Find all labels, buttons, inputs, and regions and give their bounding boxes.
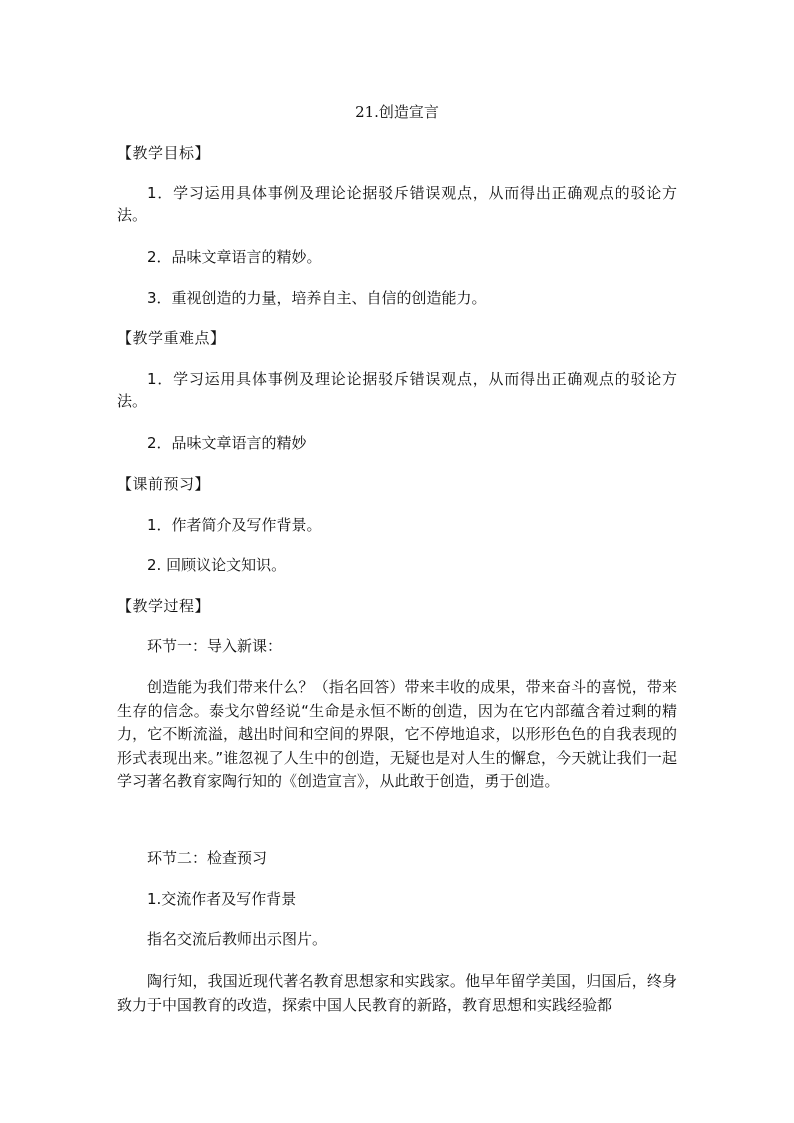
- preview-item-2: 2. 回顾议论文知识。: [147, 556, 287, 574]
- preview-item-1: 1．作者简介及写作背景。: [147, 516, 322, 534]
- process-heading: 【教学过程】: [117, 597, 211, 615]
- key-point-1: 1．学习运用具体事例及理论论据驳斥错误观点，从而得出正确观点的驳论方法。: [117, 370, 677, 410]
- step-2-label: 环节二：检查预习: [147, 849, 268, 867]
- goal-item-1: 1．学习运用具体事例及理论论据驳斥错误观点，从而得出正确观点的驳论方法。: [117, 184, 677, 224]
- preview-heading: 【课前预习】: [117, 475, 211, 493]
- key-point-2: 2．品味文章语言的精妙: [147, 434, 307, 452]
- key-points-heading: 【教学重难点】: [117, 329, 226, 347]
- check-item-1-text: 指名交流后教师出示图片。: [147, 930, 328, 948]
- intro-paragraph: 创造能为我们带来什么？（指名回答）带来丰收的成果，带来奋斗的喜悦，带来生存的信念。泰戈尔曾经说“生命是永恒不断的创造，因为在它内部蕴含着过剩的精力，它不断流溢，越出时间和空间的界限，它不停地追求，以形形色色的自我表现的形式表现出来。”谁忽视了人生中的创造，无疑也是对人生的懈怠，今天就让我们一起学习著名教育家陶行知的《创造宣言》，从此敢于创造，勇于创造。: [117, 678, 677, 790]
- step-1-label: 环节一：导入新课：: [147, 637, 283, 655]
- check-item-1: 1.交流作者及写作背景: [147, 890, 297, 908]
- author-paragraph: 陶行知，我国近现代著名教育思想家和实践家。他早年留学美国，归国后，终身致力于中国教育的改造，探索中国人民教育的新路，教育思想和实践经验都: [117, 972, 677, 1014]
- goals-heading: 【教学目标】: [117, 144, 211, 162]
- goal-item-3: 3．重视创造的力量，培养自主、自信的创造能力。: [147, 289, 487, 307]
- goal-item-2: 2．品味文章语言的精妙。: [147, 248, 322, 266]
- page-title: 21.创造宣言: [355, 103, 439, 121]
